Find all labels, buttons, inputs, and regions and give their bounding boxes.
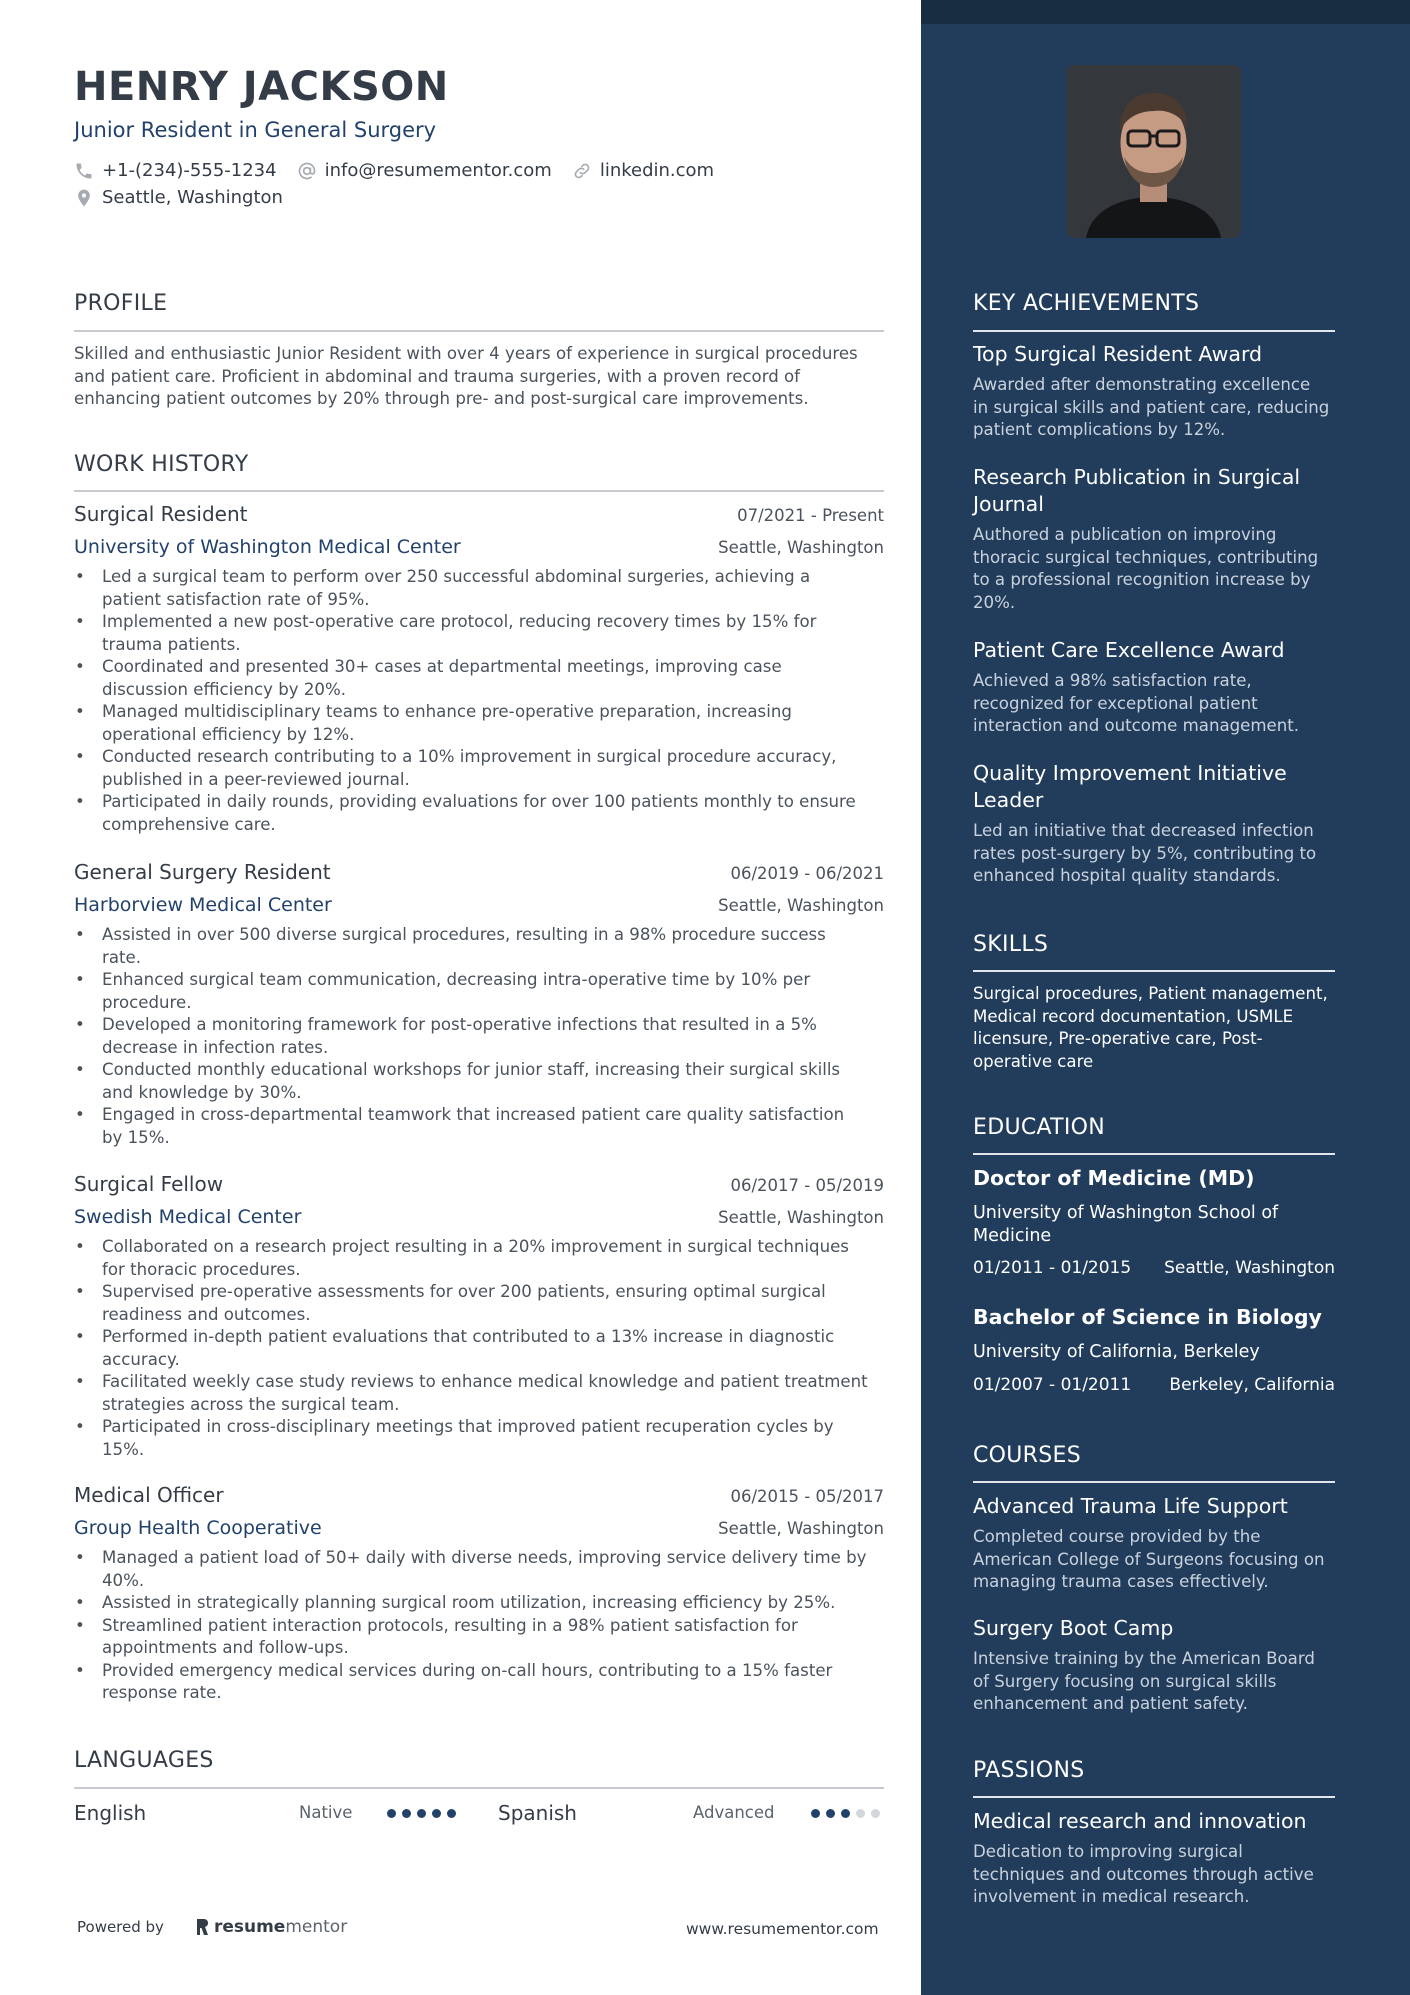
- powered-by: [77, 1917, 347, 1937]
- education-item: [973, 1165, 1335, 1278]
- job-organization: Harborview Medical Center: [74, 894, 332, 916]
- education-item: [973, 1304, 1335, 1395]
- candidate-role: Junior Resident in General Surgery: [74, 118, 437, 142]
- language-name: English: [74, 1801, 147, 1825]
- job-organization: Swedish Medical Center: [74, 1206, 302, 1228]
- job-bullet: • Led a surgical team to perform over 250 successful abdominal surgeries, achieving a patient satisfaction rate of 95%.: [74, 566, 884, 611]
- contact-phone[interactable]: [74, 160, 277, 181]
- rating-dot-filled: [417, 1809, 426, 1818]
- job-bullet: • Participated in cross-disciplinary meetings that improved patient recuperation cycles by 15%.: [74, 1416, 884, 1461]
- education-title: EDUCATION: [973, 1115, 1106, 1140]
- job-organization: University of Washington Medical Center: [74, 536, 461, 558]
- profile-text: [74, 343, 884, 411]
- portrait-image: [1066, 65, 1241, 238]
- brand-name[interactable]: resumementor: [213, 1917, 348, 1937]
- candidate-name: HENRY JACKSON: [74, 64, 449, 110]
- job-date: 07/2021 - Present: [737, 506, 884, 525]
- link-icon: [572, 161, 592, 181]
- language-spanish: [498, 1798, 888, 1828]
- course-item: [973, 1493, 1335, 1594]
- achievement-title: Quality Improvement Initiative Leader: [973, 761, 1287, 812]
- powered-by-label: Powered by: [77, 1918, 164, 1936]
- job-bullets: [74, 1236, 884, 1461]
- passion-description: Dedication to improving surgical techniques and outcomes through active involvement in medical research.: [973, 1842, 1314, 1906]
- education-degree: Doctor of Medicine (MD): [973, 1166, 1255, 1190]
- job-bullet: • Managed a patient load of 50+ daily with diverse needs, improving service delivery time by 40%.: [74, 1547, 884, 1592]
- achievement-title: Top Surgical Resident Award: [973, 342, 1263, 366]
- achievement-description: Led an initiative that decreased infection rates post-surgery by 5%, contributing to enhanced hospital quality standards.: [973, 821, 1317, 885]
- job-title: Surgical Fellow: [74, 1172, 224, 1196]
- language-level: Native: [299, 1803, 353, 1822]
- job-bullet: • Managed multidisciplinary teams to enhance pre-operative preparation, increasing operational efficiency by 12%.: [74, 701, 884, 746]
- job-bullet: • Performed in-depth patient evaluations that contributed to a 13% increase in diagnostic accuracy.: [74, 1326, 884, 1371]
- job-title: Medical Officer: [74, 1483, 224, 1507]
- education-degree: Bachelor of Science in Biology: [973, 1305, 1322, 1329]
- job-title: Surgical Resident: [74, 502, 248, 526]
- work-divider: [74, 490, 884, 492]
- job-location: Seattle, Washington: [718, 896, 884, 915]
- job-bullet: • Collaborated on a research project resulting in a 20% improvement in surgical techniques for thoracic procedures.: [74, 1236, 884, 1281]
- achievements-divider: [973, 330, 1335, 332]
- course-item: [973, 1615, 1335, 1716]
- phone-icon: [74, 161, 94, 181]
- achievement-item: [973, 464, 1335, 614]
- job-date: 06/2019 - 06/2021: [730, 864, 884, 883]
- languages-divider: [74, 1787, 884, 1789]
- job-bullets: [74, 566, 884, 836]
- job-bullet: • Facilitated weekly case study reviews to enhance medical knowledge and patient treatment strategies across the surgical team.: [74, 1371, 884, 1416]
- course-title: Surgery Boot Camp: [973, 1616, 1174, 1640]
- passions-title: PASSIONS: [973, 1758, 1085, 1783]
- job-bullet: • Coordinated and presented 30+ cases at departmental meetings, improving case discussion efficiency by 20%.: [74, 656, 884, 701]
- achievement-item: [973, 341, 1335, 442]
- location-text: Seattle, Washington: [102, 187, 283, 208]
- profile-photo: [1066, 65, 1241, 238]
- job-bullet: • Enhanced surgical team communication, decreasing intra-operative time by 10% per procedure.: [74, 969, 884, 1014]
- achievement-item: [973, 637, 1335, 738]
- linkedin-text: linkedin.com: [599, 160, 715, 181]
- language-name: Spanish: [498, 1801, 577, 1825]
- skills-title: SKILLS: [973, 932, 1049, 957]
- job-bullet: • Participated in daily rounds, providing evaluations for over 100 patients monthly to ensure comprehensive care.: [74, 791, 884, 836]
- course-title: Advanced Trauma Life Support: [973, 1494, 1288, 1518]
- languages-title: LANGUAGES: [74, 1748, 214, 1773]
- courses-title: COURSES: [973, 1443, 1081, 1468]
- job-bullet: • Assisted in over 500 diverse surgical procedures, resulting in a 98% procedure success rate.: [74, 924, 884, 969]
- rating-dot-filled: [402, 1809, 411, 1818]
- resumementor-logo-icon: [194, 1917, 210, 1937]
- language-level: Advanced: [693, 1803, 775, 1822]
- contact-linkedin[interactable]: [572, 160, 714, 181]
- rating-dot-filled: [432, 1809, 441, 1818]
- achievement-item: [973, 760, 1335, 888]
- rating-dot-filled: [387, 1809, 396, 1818]
- job-bullet: • Provided emergency medical services during on-call hours, contributing to a 15% faster response rate.: [74, 1660, 884, 1705]
- profile-line: enhancing patient outcomes by 20% through pre- and post-surgical care improvements.: [74, 389, 809, 408]
- job-bullet: • Developed a monitoring framework for post-operative infections that resulted in a 5% decrease in infection rates.: [74, 1014, 884, 1059]
- achievement-title: Research Publication in Surgical Journal: [973, 465, 1301, 516]
- website-link[interactable]: www.resumementor.com: [686, 1920, 879, 1938]
- language-rating: [811, 1809, 886, 1818]
- email-text: info@resumementor.com: [324, 160, 552, 181]
- rating-dot-filled: [826, 1809, 835, 1818]
- profile-divider: [74, 330, 884, 332]
- job-date: 06/2017 - 05/2019: [730, 1176, 884, 1195]
- sidebar: [921, 0, 1410, 1995]
- achievements-title: KEY ACHIEVEMENTS: [973, 291, 1200, 316]
- course-description: Intensive training by the American Board of Surgery focusing on surgical skills enhancement and patient safety.: [973, 1649, 1315, 1713]
- job-entry: [74, 1483, 884, 1705]
- passion-item: [973, 1808, 1335, 1909]
- profile-line: and patient care. Proficient in abdominal and trauma surgeries, with a proven record of: [74, 366, 801, 386]
- job-location: Seattle, Washington: [718, 1208, 884, 1227]
- education-school: University of California, Berkeley: [973, 1342, 1260, 1362]
- achievement-title: Patient Care Excellence Award: [973, 638, 1285, 662]
- passions-divider: [973, 1796, 1335, 1798]
- job-bullets: [74, 924, 884, 1149]
- contact-email[interactable]: [297, 160, 552, 181]
- job-bullet: • Streamlined patient interaction protocols, resulting in a 98% patient satisfaction for appointments and follow-ups.: [74, 1615, 884, 1660]
- achievement-description: Authored a publication on improving thoracic surgical techniques, contributing to a professional recognition increase by 20%.: [973, 525, 1319, 612]
- phone-text: +1-(234)-555-1234: [102, 160, 277, 181]
- skills-divider: [973, 970, 1335, 972]
- education-meta: 01/2011 - 01/2015 Seattle, Washington: [973, 1258, 1335, 1278]
- rating-dot-filled: [841, 1809, 850, 1818]
- job-entry: [74, 1172, 884, 1461]
- education-divider: [973, 1153, 1335, 1155]
- job-bullet: • Conducted monthly educational workshops for junior staff, increasing their surgical skills and knowledge by 30%.: [74, 1059, 884, 1104]
- job-bullet: • Conducted research contributing to a 10% improvement in surgical procedure accuracy, published in a peer-reviewed journal.: [74, 746, 884, 791]
- education-meta: 01/2007 - 01/2011 Berkeley, California: [973, 1374, 1335, 1395]
- job-bullet: • Assisted in strategically planning surgical room utilization, increasing efficiency by 25%.: [74, 1592, 884, 1615]
- job-title: General Surgery Resident: [74, 860, 331, 884]
- skills-list: Surgical procedures, Patient management, Medical record documentation, USMLE licensure, Pre-operative care, Post- operative care: [973, 984, 1328, 1071]
- sidebar-top-band: [921, 0, 1410, 24]
- rating-dot-filled: [447, 1809, 456, 1818]
- job-bullets: [74, 1547, 884, 1705]
- job-date: 06/2015 - 05/2017: [730, 1487, 884, 1506]
- job-bullet: • Supervised pre-operative assessments for over 200 patients, ensuring optimal surgical readiness and outcomes.: [74, 1281, 884, 1326]
- job-entry: [74, 860, 884, 1149]
- passion-title: Medical research and innovation: [973, 1809, 1307, 1833]
- job-location: Seattle, Washington: [718, 1519, 884, 1538]
- course-description: Completed course provided by the American College of Surgeons focusing on managing trauma cases effectively.: [973, 1527, 1325, 1591]
- work-title: WORK HISTORY: [74, 452, 249, 477]
- job-bullet: • Engaged in cross-departmental teamwork that increased patient care quality satisfaction by 15%.: [74, 1104, 884, 1149]
- achievement-description: Achieved a 98% satisfaction rate, recognized for exceptional patient interaction and outcome management.: [973, 671, 1300, 735]
- location-pin-icon: [74, 188, 94, 208]
- rating-dot-empty: [856, 1809, 865, 1818]
- profile-title: PROFILE: [74, 291, 168, 316]
- job-organization: Group Health Cooperative: [74, 1517, 322, 1539]
- contact-row-primary: [74, 160, 734, 181]
- education-school: University of Washington School of Medicine: [973, 1203, 1279, 1246]
- job-entry: [74, 502, 884, 836]
- achievement-description: Awarded after demonstrating excellence in surgical skills and patient care, reducing patient complications by 12%.: [973, 375, 1330, 439]
- contact-row-secondary: [74, 187, 303, 208]
- language-rating: [387, 1809, 462, 1818]
- contact-location: [74, 187, 283, 208]
- rating-dot-empty: [871, 1809, 880, 1818]
- rating-dot-filled: [811, 1809, 820, 1818]
- at-icon: [297, 161, 317, 181]
- profile-line: Skilled and enthusiastic Junior Resident with over 4 years of experience in surgical procedures: [74, 344, 858, 363]
- job-bullet: • Implemented a new post-operative care protocol, reducing recovery times by 15% for trauma patients.: [74, 611, 884, 656]
- courses-divider: [973, 1481, 1335, 1483]
- job-location: Seattle, Washington: [718, 538, 884, 557]
- language-english: [74, 1798, 464, 1828]
